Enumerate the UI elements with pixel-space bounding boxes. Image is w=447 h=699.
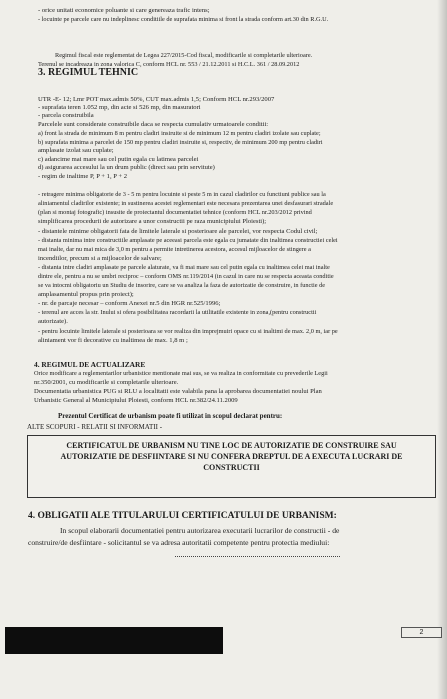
obligations-title: 4. OBLIGATII ALE TITULARULUI CERTIFICATULUI DE URBANISM: <box>28 511 337 521</box>
technical-line: a) front la strada de minimum 8 m pentru cladiri insiruite si de minimum 12 m pentru cladiri izolate sau cuplate; <box>38 130 321 137</box>
section-4-title: 4. REGIMUL DE ACTUALIZARE <box>34 360 146 369</box>
obligations-line: construire/de desfiintare - solicitantul se va adresa autoritatii competente pentru protectia mediului: <box>28 538 330 547</box>
notice-box <box>27 435 436 498</box>
notice-line: CONSTRUCTII <box>203 463 260 472</box>
section-3-title: 3. REGIMUL TEHNIC <box>38 67 139 78</box>
technical-line: simplificarea procedurii de autorizare a unor constructii pe raza municipiului Ploiesti); <box>38 218 267 225</box>
update-line: Urbanistic General al Municipiului Ploiesti, conform HCL nr.382/24.11.2009 <box>34 397 238 404</box>
technical-line: - nr. de parcaje necesar – conform Anexei nr.5 din HGR nr.525/1996; <box>38 300 221 307</box>
technical-line: aliniament vor fi decorative cu inaltimea de max. 1,8 m ; <box>38 337 188 344</box>
technical-line: - distantele minime obligatorii fata de limitele laterale si posterioare ale parcelei, vor respecta Codul civil; <box>38 228 318 235</box>
dotted-fill-line <box>175 556 340 557</box>
technical-line: - distanta minima intre constructiile amplasate pe aceeasi parcela este egala cu jumatate din inaltimea constructiei celei <box>38 237 338 244</box>
notice-line: AUTORIZATIE DE DESFIINTARE SI NU CONFERA DREPTUL DE A EXECUTA LUCRARI DE <box>60 452 403 461</box>
update-line: nr.350/2001, cu modificarile si completarile ulterioare. <box>34 379 179 386</box>
technical-line: - suprafata teren 1.052 mp, din acte si 526 mp, din masuratori <box>38 104 201 111</box>
page-edge-shadow <box>437 0 447 699</box>
technical-line: Parcelele sunt considerate construibile daca se respecta cumulativ urmatoarele conditii: <box>38 121 269 128</box>
technical-line: d) asigurarea accesului la un drum public (direct sau prin servitute) <box>38 164 215 171</box>
technical-line: - terenul are acces la str. Inului si ofera posibilitatea racordarii la utilitatile existente in zona,(pentru constructii <box>38 309 317 316</box>
technical-line: mai inalte, dar nu mai mica de 3,0 m pentru a permite intretinerea acestora, accesul mijloacelor de stingere a <box>38 246 311 253</box>
technical-line: - pentru locuinte limitele laterale si posterioara se vor realiza din imprejmuiri opace cu si inaltimi de max. 2,0 m, iar pe <box>38 328 338 335</box>
update-line: Orice modificare a reglementarilor urbanistice mentionate mai sus, se va realiza in conformitate cu prevederile Legii <box>34 370 328 377</box>
fiscal-line: Terenul se incadreaza in zona valorica C, conform HCL nr. 553 / 21.12.2011 si H.C.L. 361 / 28.09.2012 <box>38 61 300 68</box>
technical-line: (plan si montaj fotografic) insusite de proiectantul documentatiei tehnice (conform HCL nr.203/2012 privind <box>38 209 312 216</box>
certificate-use-line: Prezentul Certificat de urbanism poate fi utilizat in scopul declarat pentru: <box>58 412 283 420</box>
technical-line: aliniamentul cladirilor existente; in sustinerea acestei reglementari este necesara prezentarea unei desfasurari stradale <box>38 200 334 207</box>
technical-line: autorizate). <box>38 318 68 325</box>
technical-line: UTR -E- 12; Lmr POT max.admis 50%, CUT max.admis 1,5; Conform HCL nr.293/2007 <box>38 96 275 103</box>
technical-line: - distanta intre cladiri amplasate pe parcele alaturate, va fi mai mare sau cel putin egala cu inaltimea celei mai inalte <box>38 264 330 271</box>
technical-line: amplasate izolat sau cuplate; <box>38 147 114 154</box>
technical-line: b) suprafata minima a parcelei de 150 mp pentru cladiri insiruite si, respectiv, de minimum 200 mp pentru cladiri <box>38 139 323 146</box>
technical-line: incendiilor, precum si a mijloacelor de salvare; <box>38 255 162 262</box>
technical-line: dintre ele, pentru a nu se umbri reciproc – conform OMS nr.119/2014 (in cazul in care nu se respecta aceasta conditie <box>38 273 334 280</box>
technical-line: amplasamentul propus prin proiect); <box>38 291 134 298</box>
technical-line: se va intocmi obligatoriu un Studiu de insorire, care se va analiza la faza de autorizatie de construire, in functie de <box>38 282 326 289</box>
redaction-block <box>5 627 223 654</box>
technical-line: - retragere minima obligatorie de 3 - 5 m pentru locuinte si peste 5 m in cazul cladirilor cu functiuni publice sau la <box>38 191 326 198</box>
page-number: 2 <box>401 627 442 638</box>
update-line: Documentatia urbanistica PUG si RLU a localitatii este valabila pana la aprobarea documentatiei noului Plan <box>34 388 322 395</box>
technical-line: - parcela construibila <box>38 112 94 119</box>
technical-line: c) adancime mai mare sau cel putin egala cu latimea parcelei <box>38 156 199 163</box>
other-purposes-line: ALTE SCOPURI - RELATII SI INFORMATII - <box>27 423 163 431</box>
fiscal-line: Regimul fiscal este reglementat de Legea 227/2015-Cod fiscal, modificarile si completarile ulterioare. <box>55 52 313 59</box>
notice-line: CERTIFICATUL DE URBANISM NU TINE LOC DE AUTORIZATIE DE CONSTRUIRE SAU <box>66 441 397 450</box>
technical-line: - regim de inaltime P, P + 1, P + 2 <box>38 173 127 180</box>
obligations-line: In scopul elaborarii documentatiei pentru autorizarea executarii lucrarilor de constructii - de <box>60 526 340 535</box>
text-line: - locuinte pe parcele care nu indeplinesc conditiile de suprafata minima si front la strada conform art.30 din R.G.U. <box>38 16 329 23</box>
text-line: - orice unitati economice poluante si care genereaza trafic intens; <box>38 7 210 14</box>
